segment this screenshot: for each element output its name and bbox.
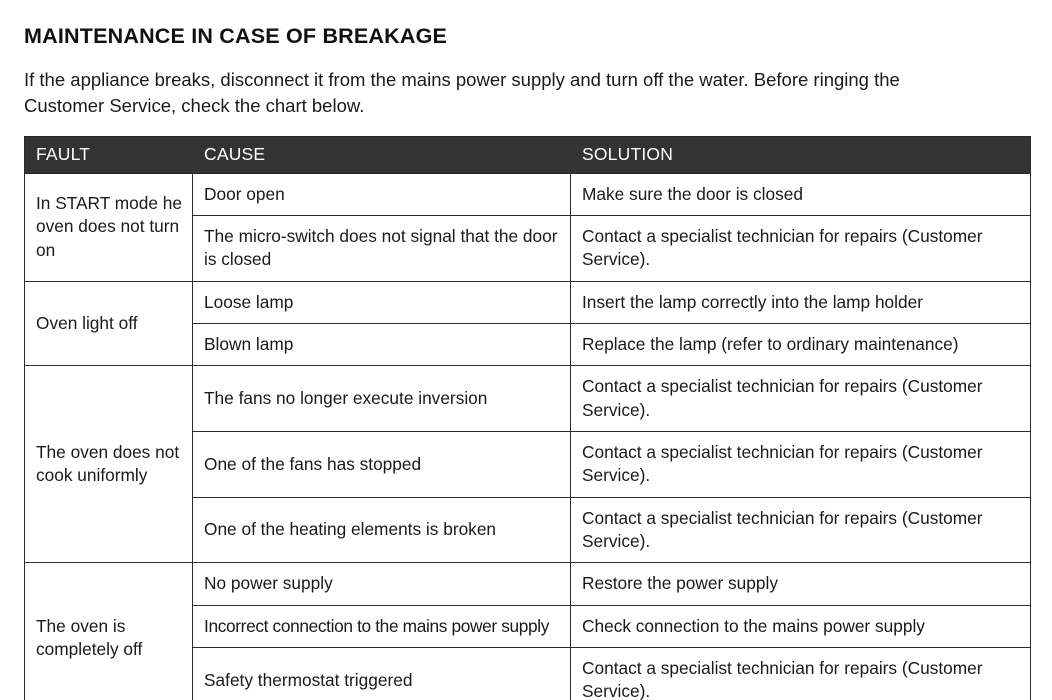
table-row: [25, 563, 1031, 605]
fault-cell: Oven light off: [25, 281, 193, 366]
solution-cell: Restore the power supply: [571, 563, 1031, 605]
solution-cell: Contact a specialist technician for repairs (Customer Service).: [571, 366, 1031, 432]
fault-cell: The oven does not cook uniformly: [25, 366, 193, 563]
solution-cell: Contact a specialist technician for repairs (Customer Service).: [571, 215, 1031, 281]
table-row: [25, 281, 1031, 323]
table-row: [25, 366, 1031, 432]
table-header-row: [25, 136, 1031, 173]
cause-cell: Safety thermostat triggered: [193, 648, 571, 700]
solution-cell: Contact a specialist technician for repairs (Customer Service).: [571, 431, 1031, 497]
solution-cell: Check connection to the mains power supply: [571, 605, 1031, 647]
cause-cell: Loose lamp: [193, 281, 571, 323]
intro-paragraph: If the appliance breaks, disconnect it from the mains power supply and turn off the water. Before ringing the Customer Service, check the chart below.: [24, 69, 900, 117]
cause-cell: Incorrect connection to the mains power supply: [193, 605, 571, 647]
cause-cell: Door open: [193, 173, 571, 215]
cause-cell: No power supply: [193, 563, 571, 605]
column-header-cause: CAUSE: [193, 136, 571, 173]
fault-cell: The oven is completely off: [25, 563, 193, 700]
column-header-fault: FAULT: [25, 136, 193, 173]
cause-cell: The fans no longer execute inversion: [193, 366, 571, 432]
cause-cell: Blown lamp: [193, 323, 571, 365]
solution-cell: Replace the lamp (refer to ordinary maintenance): [571, 323, 1031, 365]
table-header: [25, 136, 1031, 173]
solution-cell: Make sure the door is closed: [571, 173, 1031, 215]
cause-cell: The micro-switch does not signal that the door is closed: [193, 215, 571, 281]
cause-cell: One of the fans has stopped: [193, 431, 571, 497]
column-header-solution: SOLUTION: [571, 136, 1031, 173]
fault-cell: In START mode he oven does not turn on: [25, 173, 193, 281]
solution-cell: Contact a specialist technician for repairs (Customer Service).: [571, 497, 1031, 563]
cause-cell: One of the heating elements is broken: [193, 497, 571, 563]
page-title: MAINTENANCE IN CASE OF BREAKAGE: [24, 24, 448, 48]
troubleshooting-table: [24, 136, 1031, 700]
solution-cell: Insert the lamp correctly into the lamp holder: [571, 281, 1031, 323]
table-row: [25, 173, 1031, 215]
table-body: [25, 173, 1031, 700]
solution-cell: Contact a specialist technician for repairs (Customer Service).: [571, 648, 1031, 700]
